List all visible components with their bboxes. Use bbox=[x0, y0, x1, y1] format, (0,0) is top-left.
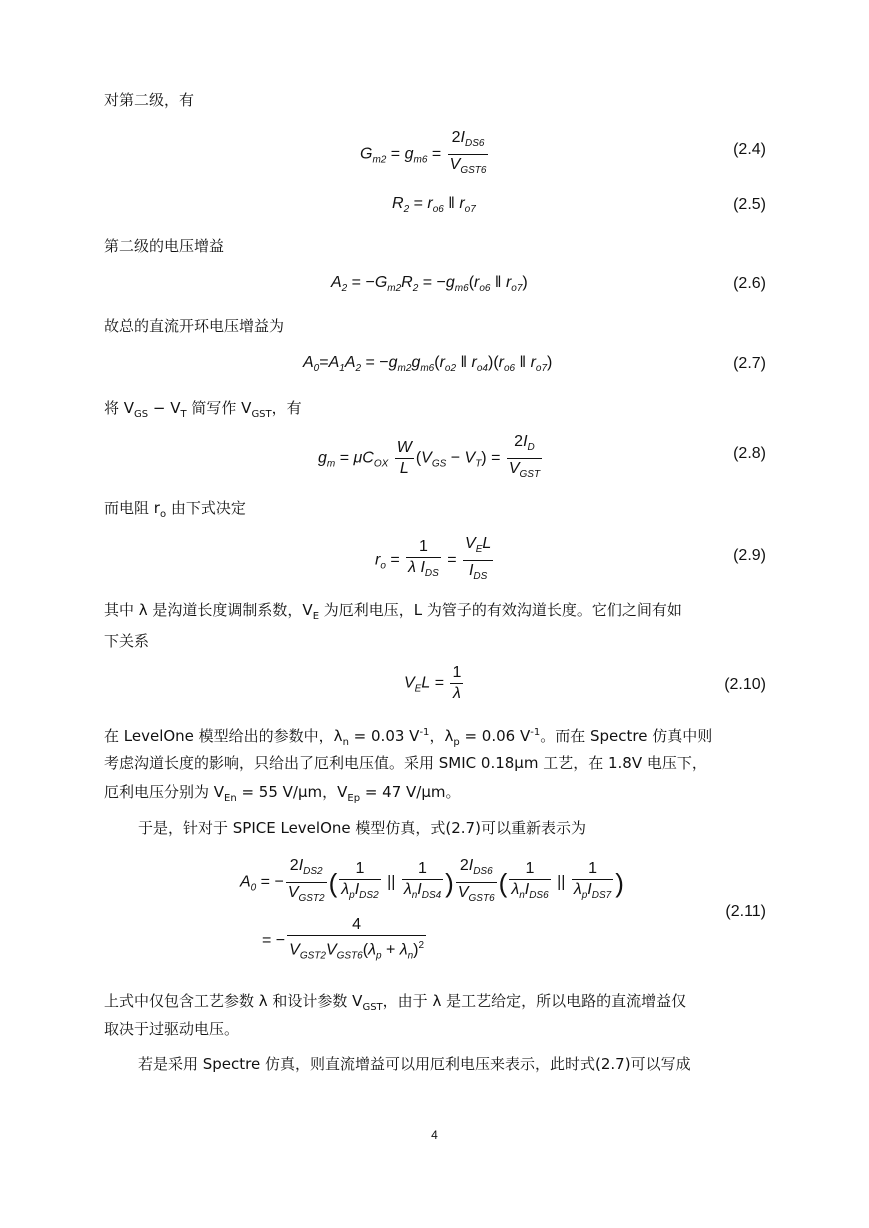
text: 其中 λ 是沟道长度调制系数，V bbox=[104, 601, 313, 619]
text: = 0.06 V bbox=[459, 727, 531, 745]
paragraph-levelone-line1 bbox=[104, 723, 712, 753]
paragraph-levelone-line3 bbox=[104, 782, 461, 809]
subscript: T bbox=[180, 409, 187, 420]
paragraph-spice: 于是，针对于 SPICE LevelOne 模型仿真，式(2.7)可以重新表示为 bbox=[138, 819, 586, 837]
paragraph-dc-gain: 故总的直流开环电压增益为 bbox=[104, 317, 285, 335]
equation-number: (2.7) bbox=[733, 355, 766, 372]
equation-2-10: $V_EL$ = $\frac{1}{\lambda}$ bbox=[404, 664, 462, 702]
text: 厄利电压分别为 V bbox=[104, 783, 225, 801]
paragraph-vgst bbox=[104, 398, 302, 425]
equation-number: (2.10) bbox=[724, 676, 766, 693]
paragraph-ro bbox=[104, 498, 246, 525]
paragraph-lambda-line2: 下关系 bbox=[104, 632, 150, 650]
equation-number: (2.5) bbox=[733, 196, 766, 213]
superscript: -1 bbox=[530, 727, 541, 738]
paragraph-spectre: 若是采用 Spectre 仿真，则直流增益可以用厄利电压来表示，此时式(2.7)可以写成 bbox=[138, 1055, 691, 1073]
text: ，有 bbox=[271, 399, 302, 417]
equation-2-9: $r_o$ = $\frac{1}{\lambda I_{DS}}$ = $\frac{V_EL}{I_{DS}}$ bbox=[375, 535, 492, 582]
paragraph-second-stage: 对第二级，有 bbox=[104, 91, 195, 109]
subscript: GS bbox=[134, 409, 149, 420]
equation-2-7: $A_0=A_1A_2 = -g_{m2}g_{m6}(r_{o2}$ ‖ $r_{o4})(r_{o6}$ ‖ $r_{o7}$) bbox=[303, 354, 553, 374]
equation-2-8: $g_m = \mu C_{OX}$ $\frac{W}{L}$ $(V_{GS} - V_T)$ = $\frac{2I_D}{V_{GST}}$ bbox=[318, 433, 541, 480]
text: 而电阻 r bbox=[104, 499, 160, 517]
equation-number: (2.6) bbox=[733, 275, 766, 292]
equation-2-6: $A_2 = -G_{m2}R_2 = -g_{m6}(r_{o6}$ ‖ $r_{o7}$) bbox=[331, 274, 528, 294]
text: ，λ bbox=[429, 727, 454, 745]
subscript: GST bbox=[362, 1002, 383, 1013]
text: ，由于 λ 是工艺给定，所以电路的直流增益仅 bbox=[382, 992, 687, 1010]
text: 为厄利电压，L 为管子的有效沟道长度。它们之间有如 bbox=[319, 601, 682, 619]
equation-number: (2.4) bbox=[733, 141, 766, 158]
superscript: -1 bbox=[419, 727, 430, 738]
subscript: GST bbox=[251, 409, 272, 420]
text: 将 V bbox=[104, 399, 135, 417]
subscript: En bbox=[224, 793, 237, 804]
equation-2-4: $G_{m2} = g_{m6}$ = $\frac{2I_{DS6}}{V_{GST6}}$ bbox=[360, 129, 487, 176]
equation-2-11-line1: $A_0$ = − $\frac{2I_{DS2}}{V_{GST2}}$ ( $\frac{1}{\lambda_pI_{DS2}}$ || $\frac{1}{\lambda_nI_{DS4}}$ ) $\frac{2I_{DS6}}{V_{GST6}}$ ( $\frac{1}{\lambda_nI_{DS6}}$ || $\frac{1}{\lambda_pI_{DS7}}$ ) bbox=[240, 857, 624, 904]
equation-number: (2.9) bbox=[733, 547, 766, 564]
text: = 0.03 V bbox=[348, 727, 420, 745]
equation-2-11-line2: = − $\frac{4}{V_{GST2}V_{GST6}(\lambda_p + \lambda_n)^2}$ bbox=[262, 916, 425, 962]
equation-2-5: $R_2 = r_{o6}$ ‖ $r_{o7}$ bbox=[392, 195, 476, 215]
subscript: p bbox=[453, 737, 460, 748]
subscript: Ep bbox=[347, 793, 361, 804]
equation-number: (2.11) bbox=[725, 903, 766, 920]
text: 简写作 V bbox=[186, 399, 252, 417]
equation-number: (2.8) bbox=[733, 445, 766, 462]
text: 由下式决定 bbox=[166, 499, 246, 517]
text: = 47 V/μm。 bbox=[360, 783, 461, 801]
subscript: o bbox=[159, 509, 167, 520]
paragraph-conclusion-line2: 取决于过驱动电压。 bbox=[104, 1020, 240, 1038]
text: = 55 V/μm，V bbox=[236, 783, 348, 801]
text: 在 LevelOne 模型给出的参数中，λ bbox=[104, 727, 343, 745]
text: 上式中仅包含工艺参数 λ 和设计参数 V bbox=[104, 992, 363, 1010]
subscript: E bbox=[312, 611, 320, 622]
subscript: n bbox=[342, 737, 349, 748]
paragraph-voltage-gain: 第二级的电压增益 bbox=[104, 237, 225, 255]
paragraph-lambda-line1 bbox=[104, 600, 682, 627]
text: − V bbox=[148, 399, 181, 417]
text: 。而在 Spectre 仿真中则 bbox=[540, 727, 713, 745]
paragraph-conclusion-line1 bbox=[104, 991, 686, 1018]
paragraph-levelone-line2: 考虑沟道长度的影响，只给出了厄利电压值。采用 SMIC 0.18μm 工艺，在 1.8V 电压下， bbox=[104, 754, 707, 772]
page-number: 4 bbox=[431, 1128, 438, 1142]
